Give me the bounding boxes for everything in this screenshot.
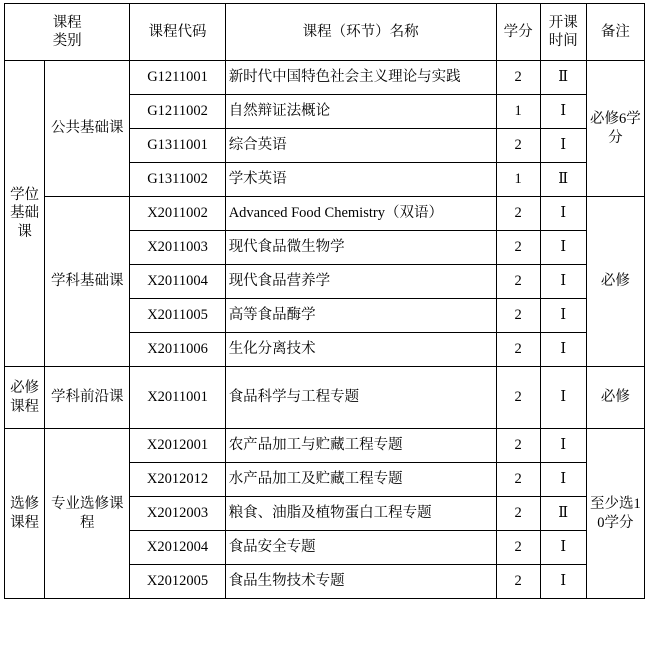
course-credit: 2 (496, 429, 540, 463)
header-credit: 学分 (496, 4, 540, 61)
subcategory-cell: 专业选修课程 (45, 429, 130, 599)
header-term-line1: 开课 (548, 14, 578, 31)
course-name: Advanced Food Chemistry（双语） (225, 197, 496, 231)
header-category-line2: 类别 (52, 33, 82, 49)
course-code: X2011002 (130, 197, 225, 231)
course-term: Ⅰ (540, 265, 586, 299)
course-credit: 2 (496, 197, 540, 231)
course-name: 水产品加工及贮藏工程专题 (225, 463, 496, 497)
course-term: Ⅰ (540, 531, 586, 565)
course-code: X2011003 (130, 231, 225, 265)
course-name: 新时代中国特色社会主义理论与实践 (225, 61, 496, 95)
course-name: 现代食品微生物学 (225, 231, 496, 265)
course-term: Ⅰ (540, 129, 586, 163)
table-row (5, 367, 645, 429)
course-code: X2011006 (130, 333, 225, 367)
course-code: X2011004 (130, 265, 225, 299)
course-name: 食品安全专题 (225, 531, 496, 565)
category-cell: 选修课程 (5, 429, 45, 599)
course-curriculum-table (4, 3, 645, 599)
course-credit: 2 (496, 231, 540, 265)
course-credit: 2 (496, 61, 540, 95)
header-category-line1: 课程 (52, 14, 82, 31)
subcategory-cell: 学科前沿课 (45, 367, 130, 429)
course-name: 食品科学与工程专题 (225, 367, 496, 429)
course-name: 综合英语 (225, 129, 496, 163)
course-name: 农产品加工与贮藏工程专题 (225, 429, 496, 463)
category-cell: 必修课程 (5, 367, 45, 429)
course-name: 生化分离技术 (225, 333, 496, 367)
note-cell: 必修 (586, 197, 644, 367)
course-name: 现代食品营养学 (225, 265, 496, 299)
course-code: X2012012 (130, 463, 225, 497)
course-credit: 2 (496, 565, 540, 599)
course-code: X2012001 (130, 429, 225, 463)
course-name: 食品生物技术专题 (225, 565, 496, 599)
course-term: Ⅰ (540, 333, 586, 367)
course-credit: 2 (496, 367, 540, 429)
course-code: G1211001 (130, 61, 225, 95)
course-term: Ⅱ (540, 163, 586, 197)
course-code: X2012003 (130, 497, 225, 531)
course-credit: 2 (496, 463, 540, 497)
course-credit: 2 (496, 265, 540, 299)
header-term-line2: 时间 (548, 33, 578, 49)
course-credit: 2 (496, 333, 540, 367)
subcategory-cell: 公共基础课 (45, 61, 130, 197)
course-term: Ⅰ (540, 565, 586, 599)
subcategory-cell: 学科基础课 (45, 197, 130, 367)
course-credit: 2 (496, 129, 540, 163)
table-row (5, 429, 645, 463)
course-code: X2011001 (130, 367, 225, 429)
course-credit: 2 (496, 531, 540, 565)
course-code: G1211002 (130, 95, 225, 129)
course-credit: 1 (496, 163, 540, 197)
course-code: X2012005 (130, 565, 225, 599)
course-term: Ⅰ (540, 197, 586, 231)
course-term: Ⅰ (540, 367, 586, 429)
note-cell: 必修6学分 (586, 61, 644, 197)
header-note: 备注 (586, 4, 644, 61)
header-name: 课程（环节）名称 (225, 4, 496, 61)
course-term: Ⅱ (540, 497, 586, 531)
course-code: G1311002 (130, 163, 225, 197)
course-code: X2011005 (130, 299, 225, 333)
table-header-row (5, 4, 645, 61)
note-cell: 至少选10学分 (586, 429, 644, 599)
course-term: Ⅰ (540, 429, 586, 463)
course-term: Ⅰ (540, 95, 586, 129)
course-code: X2012004 (130, 531, 225, 565)
course-name: 粮食、油脂及植物蛋白工程专题 (225, 497, 496, 531)
course-term: Ⅰ (540, 231, 586, 265)
course-term: Ⅰ (540, 463, 586, 497)
course-credit: 2 (496, 497, 540, 531)
category-cell: 学位基础课 (5, 61, 45, 367)
course-term: Ⅰ (540, 299, 586, 333)
course-credit: 2 (496, 299, 540, 333)
header-code: 课程代码 (130, 4, 225, 61)
course-name: 自然辩证法概论 (225, 95, 496, 129)
header-category (5, 4, 130, 61)
course-code: G1311001 (130, 129, 225, 163)
course-term: Ⅱ (540, 61, 586, 95)
header-term (540, 4, 586, 61)
course-name: 学术英语 (225, 163, 496, 197)
table-row (5, 197, 645, 231)
course-name: 高等食品酶学 (225, 299, 496, 333)
course-credit: 1 (496, 95, 540, 129)
table-row (5, 61, 645, 95)
note-cell: 必修 (586, 367, 644, 429)
